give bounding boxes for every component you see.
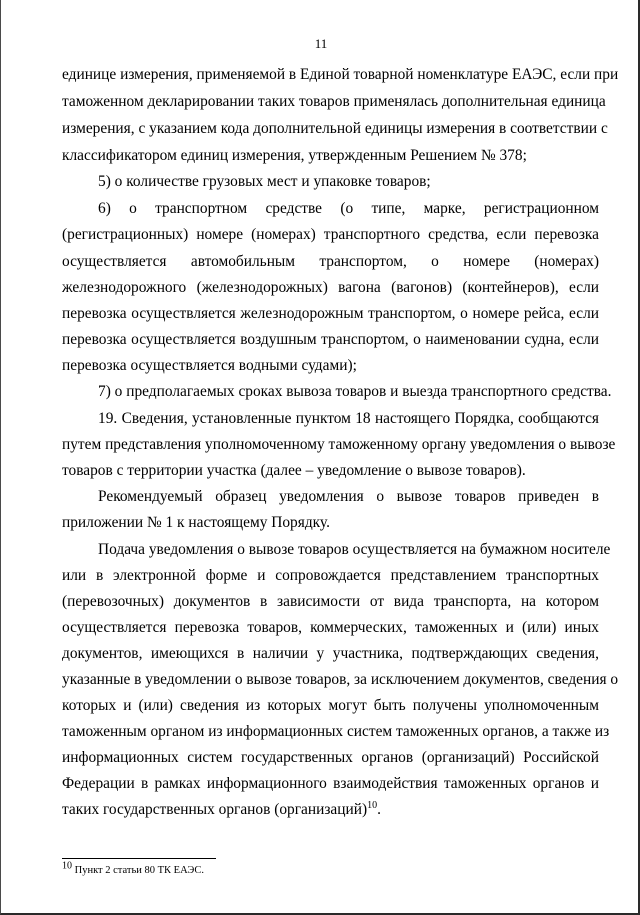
sentence-end: .	[377, 801, 381, 818]
paragraph-start: Рекомендуемый образец уведомления о вывозе товаров приведен в	[98, 488, 599, 505]
footnote-text: Пункт 2 статьи 80 ТК ЕАЭС.	[74, 865, 204, 876]
text-line: единице измерения, применяемой в Единой товарной номенклатуре ЕАЭС, если при	[62, 66, 619, 83]
footnote	[62, 860, 204, 876]
footnote-separator	[62, 858, 216, 859]
text-line: Федерации в рамках информационного взаимодействия таможенных органов и	[62, 775, 599, 792]
text-line: приложении № 1 к настоящему Порядку.	[62, 514, 330, 531]
text-line: информационных систем государственных органов (организаций) Российской	[62, 749, 599, 766]
text-line: осуществляется автомобильным транспортом, о номере (номерах)	[62, 253, 599, 270]
text-line: которых и (или) сведения из которых могут быть получены уполномоченным	[62, 697, 599, 714]
text-line: осуществляется перевозка товаров, коммерческих, таможенных и (или) иных	[62, 619, 599, 636]
last-line-text: таких государственных органов (организаций)	[62, 801, 368, 818]
text-line: или в электронной форме и сопровождается представлением транспортных	[62, 567, 599, 584]
text-line: указанные в уведомлении о вывозе товаров, за исключением документов, сведения о	[62, 671, 619, 688]
text-line: железнодорожного (железнодорожных) вагона (вагонов) (контейнеров), если	[62, 279, 599, 296]
text-line: таможенным органом из информационных систем таможенных органов, а также из	[62, 723, 610, 740]
footnote-marker: 10	[62, 860, 72, 872]
text-line: измерения, с указанием кода дополнительной единицы измерения в соответствии с	[62, 120, 608, 137]
paragraph-19-start: 19. Сведения, установленные пунктом 18 настоящего Порядка, сообщаются	[98, 410, 599, 427]
footnote-reference: 10	[367, 799, 378, 811]
text-line: документов, имеющихся в наличии у участника, подтверждающих сведения,	[62, 645, 599, 662]
text-line: путем представления уполномоченному таможенному органу уведомления о вывозе	[62, 436, 616, 453]
list-item-7: 7) о предполагаемых сроках вывоза товаров и выезда транспортного средства.	[98, 383, 612, 400]
text-line: (перевозочных) документов в зависимости от вида транспорта, на котором	[62, 593, 599, 610]
text-line: (регистрационных) номере (номерах) транспортного средства, если перевозка	[62, 226, 599, 243]
page-number: 11	[314, 36, 328, 51]
text-line: таможенном декларировании таких товаров применялась дополнительная единица	[62, 93, 606, 110]
text-line: перевозка осуществляется воздушным транспортом, о наименовании судна, если	[62, 331, 599, 348]
list-item-6: 6) о транспортном средстве (о типе, марке, регистрационном	[98, 200, 599, 217]
list-item-5: 5) о количестве грузовых мест и упаковке товаров;	[98, 173, 431, 190]
last-text-line	[62, 801, 599, 819]
text-line: товаров с территории участка (далее – уведомление о вывозе товаров).	[62, 462, 526, 479]
paragraph-start: Подача уведомления о вывозе товаров осуществляется на бумажном носителе	[98, 541, 611, 558]
text-line: перевозка осуществляется водными судами);	[62, 357, 357, 374]
text-line: классификатором единиц измерения, утвержденным Решением № 378;	[62, 147, 527, 164]
text-line: перевозка осуществляется железнодорожным транспортом, о номере рейса, если	[62, 305, 599, 322]
